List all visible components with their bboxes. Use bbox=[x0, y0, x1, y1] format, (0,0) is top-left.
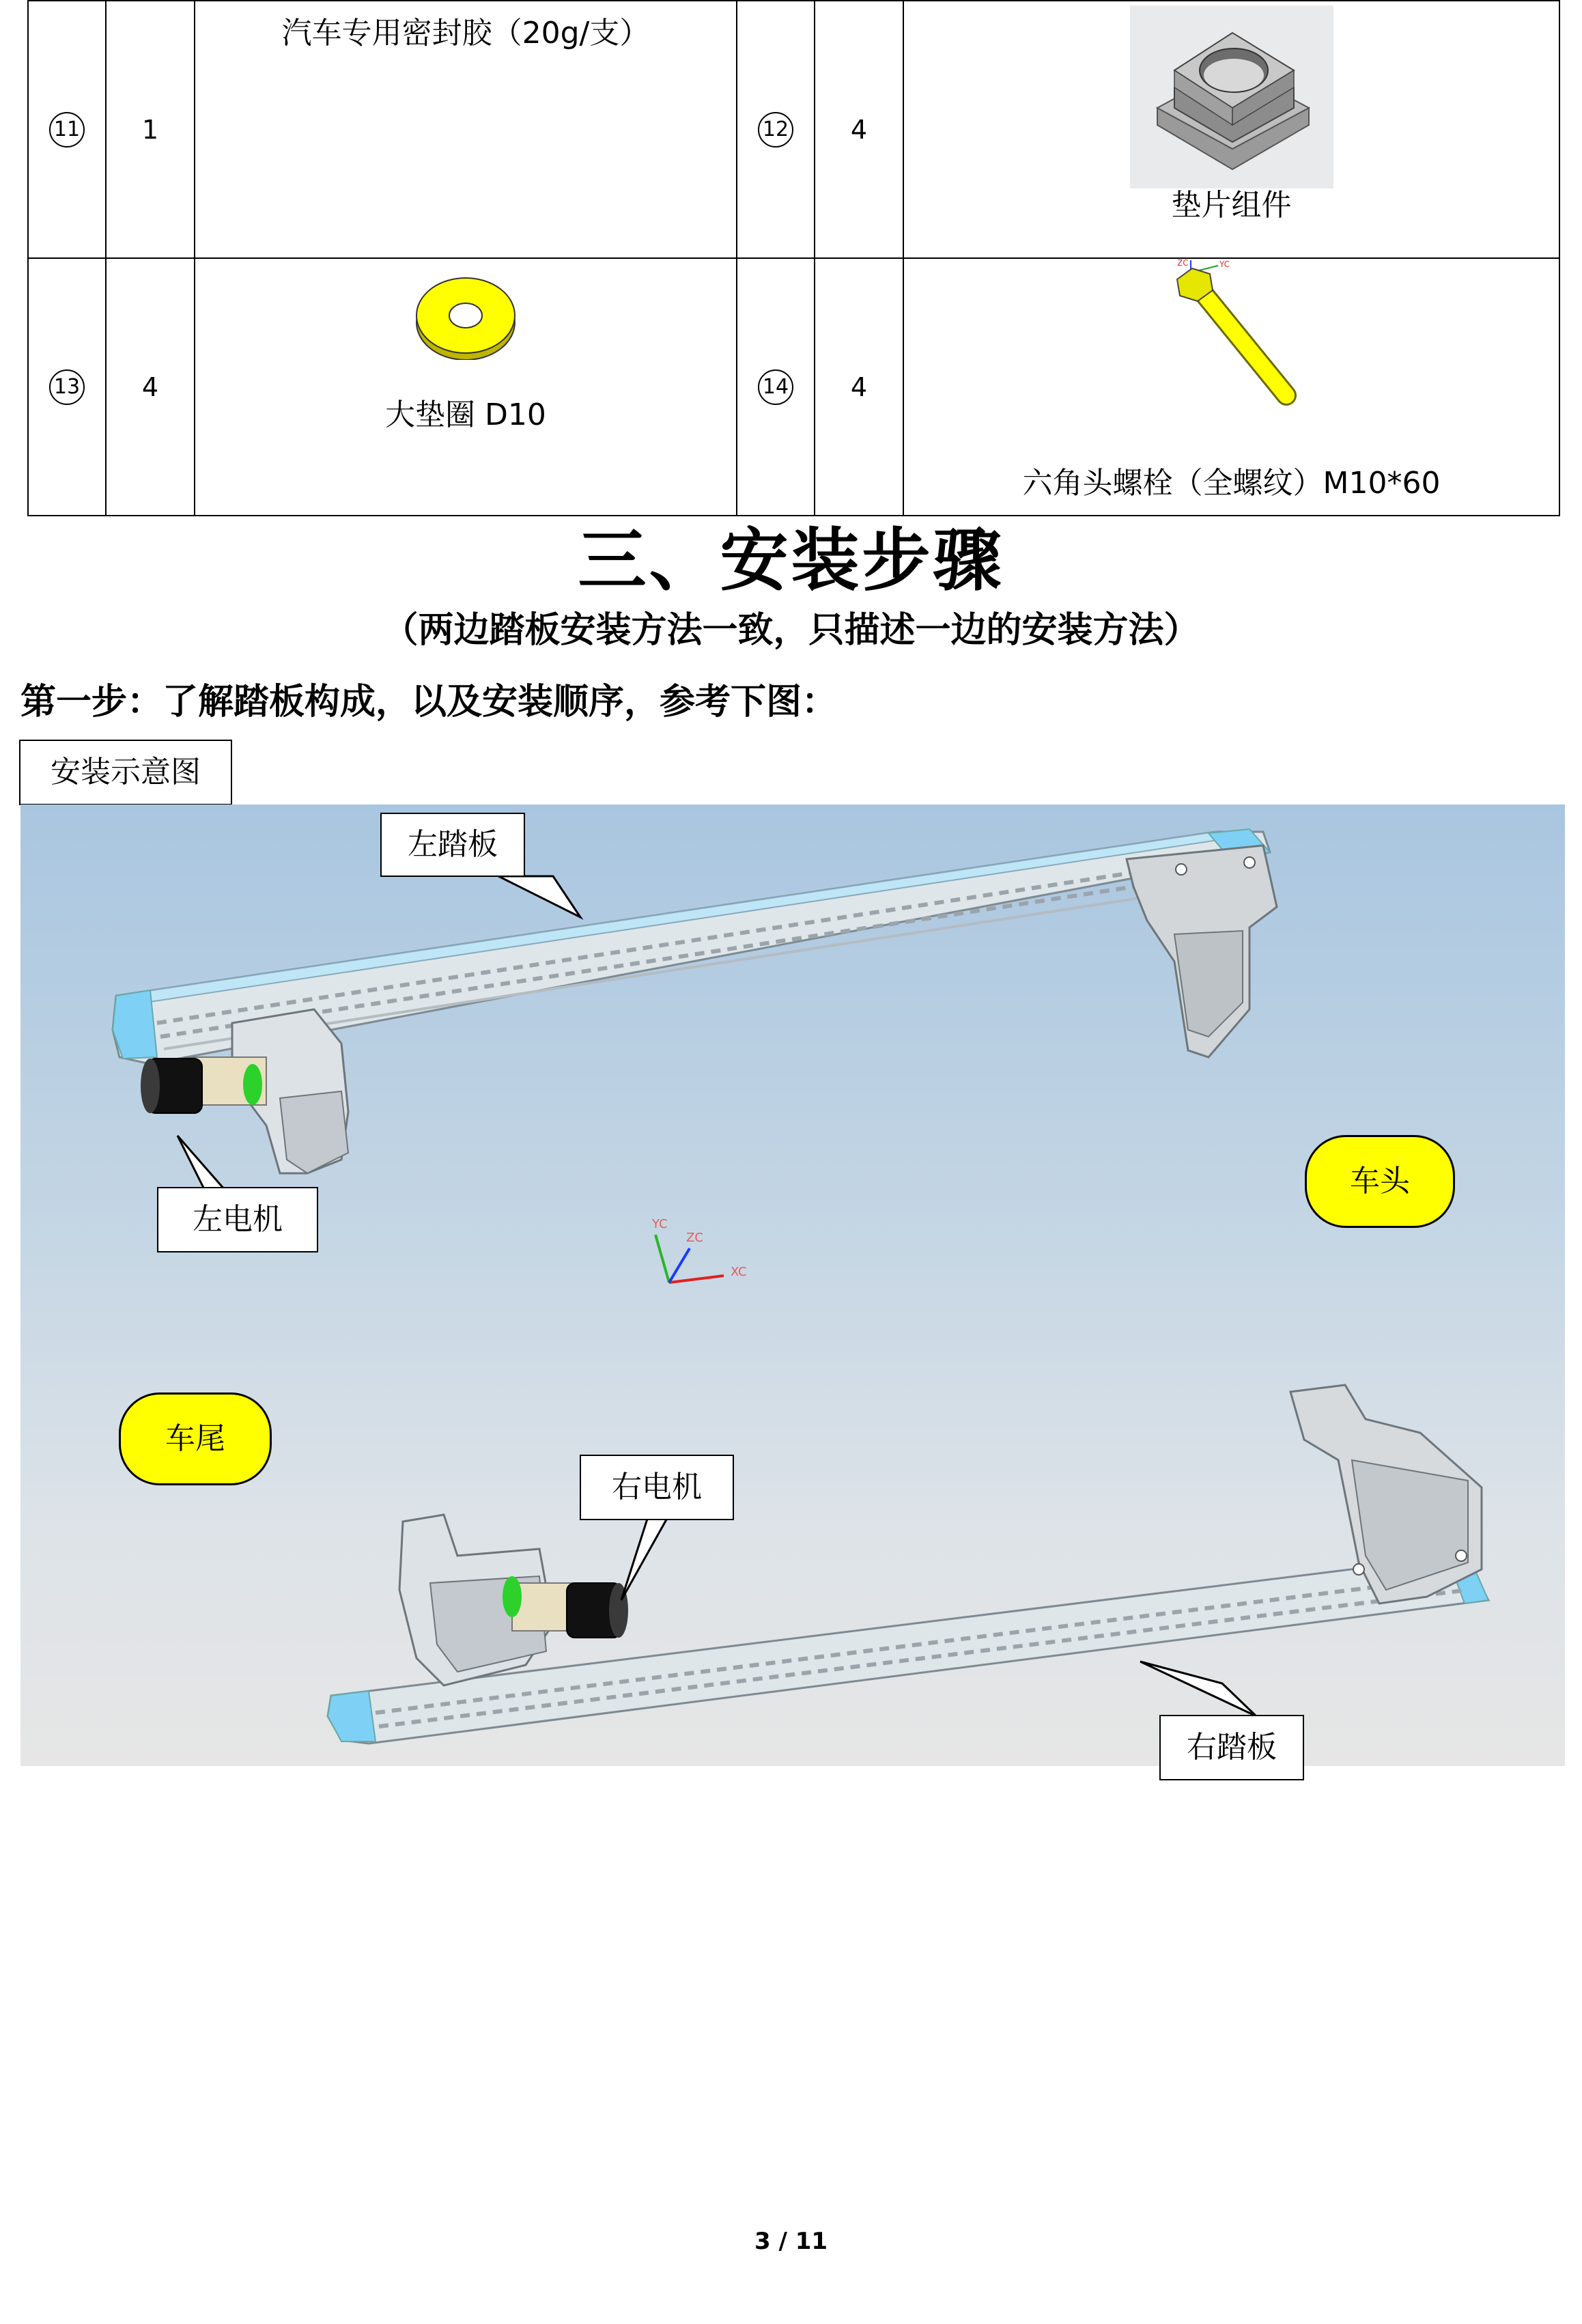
installation-diagram bbox=[20, 804, 1565, 1766]
item-number: 13 bbox=[49, 369, 85, 405]
rear-label: 车尾 bbox=[119, 1392, 272, 1485]
item-cell bbox=[195, 258, 737, 516]
quantity-cell bbox=[106, 1, 195, 258]
item-number-cell bbox=[737, 258, 815, 516]
quantity-cell bbox=[815, 258, 903, 516]
item-cell bbox=[903, 1, 1559, 258]
item-quantity: 4 bbox=[850, 114, 868, 145]
axis-label-zc: ZC bbox=[686, 1231, 703, 1245]
item-name: 大垫圈 D10 bbox=[385, 397, 546, 432]
axis-label-xc: XC bbox=[731, 1265, 747, 1279]
left-motor-label: 左电机 bbox=[157, 1187, 318, 1252]
quantity-cell bbox=[815, 1, 903, 258]
item-quantity: 4 bbox=[141, 372, 159, 402]
table-row bbox=[28, 1, 1559, 258]
step-one-heading: 第一步：了解踏板构成，以及安装顺序，参考下图： bbox=[20, 682, 838, 723]
right-board-drawing bbox=[328, 1385, 1488, 1744]
item-name: 汽车专用密封胶（20g/支） bbox=[281, 16, 650, 51]
item-number-cell bbox=[28, 258, 106, 516]
diagram-caption: 安装示意图 bbox=[19, 740, 232, 805]
item-cell bbox=[195, 1, 737, 258]
item-cell bbox=[903, 258, 1559, 516]
item-number: 14 bbox=[758, 369, 793, 405]
coordinate-axes bbox=[651, 1217, 747, 1283]
item-number-cell bbox=[28, 1, 106, 258]
item-number: 11 bbox=[49, 112, 85, 148]
item-name: 六角头螺栓（全螺纹）M10*60 bbox=[1022, 466, 1441, 501]
section-title: 三、安装步骤 bbox=[578, 520, 1004, 600]
washer-image bbox=[414, 271, 517, 360]
right-motor-label: 右电机 bbox=[580, 1455, 734, 1520]
svg-text:YC: YC bbox=[1219, 260, 1230, 269]
axis-label-yc: YC bbox=[652, 1217, 668, 1231]
item-quantity: 4 bbox=[850, 372, 868, 402]
parts-table bbox=[27, 0, 1560, 516]
item-quantity: 1 bbox=[141, 114, 159, 145]
section-subtitle: （两边踏板安装方法一致，只描述一边的安装方法） bbox=[382, 610, 1200, 651]
item-number-cell bbox=[737, 1, 815, 258]
front-label: 车头 bbox=[1305, 1135, 1455, 1228]
svg-text:ZC: ZC bbox=[1176, 259, 1189, 268]
item-name: 垫片组件 bbox=[1171, 188, 1292, 223]
bolt-image bbox=[1150, 259, 1314, 416]
item-number: 12 bbox=[758, 112, 793, 148]
left-board-drawing bbox=[113, 829, 1277, 1173]
table-row bbox=[28, 258, 1559, 516]
gasket-assembly-image bbox=[1130, 5, 1333, 188]
right-board-label: 右踏板 bbox=[1159, 1715, 1304, 1780]
quantity-cell bbox=[106, 258, 195, 516]
left-board-label: 左踏板 bbox=[380, 813, 525, 877]
page-number: 3 / 11 bbox=[754, 2228, 828, 2255]
